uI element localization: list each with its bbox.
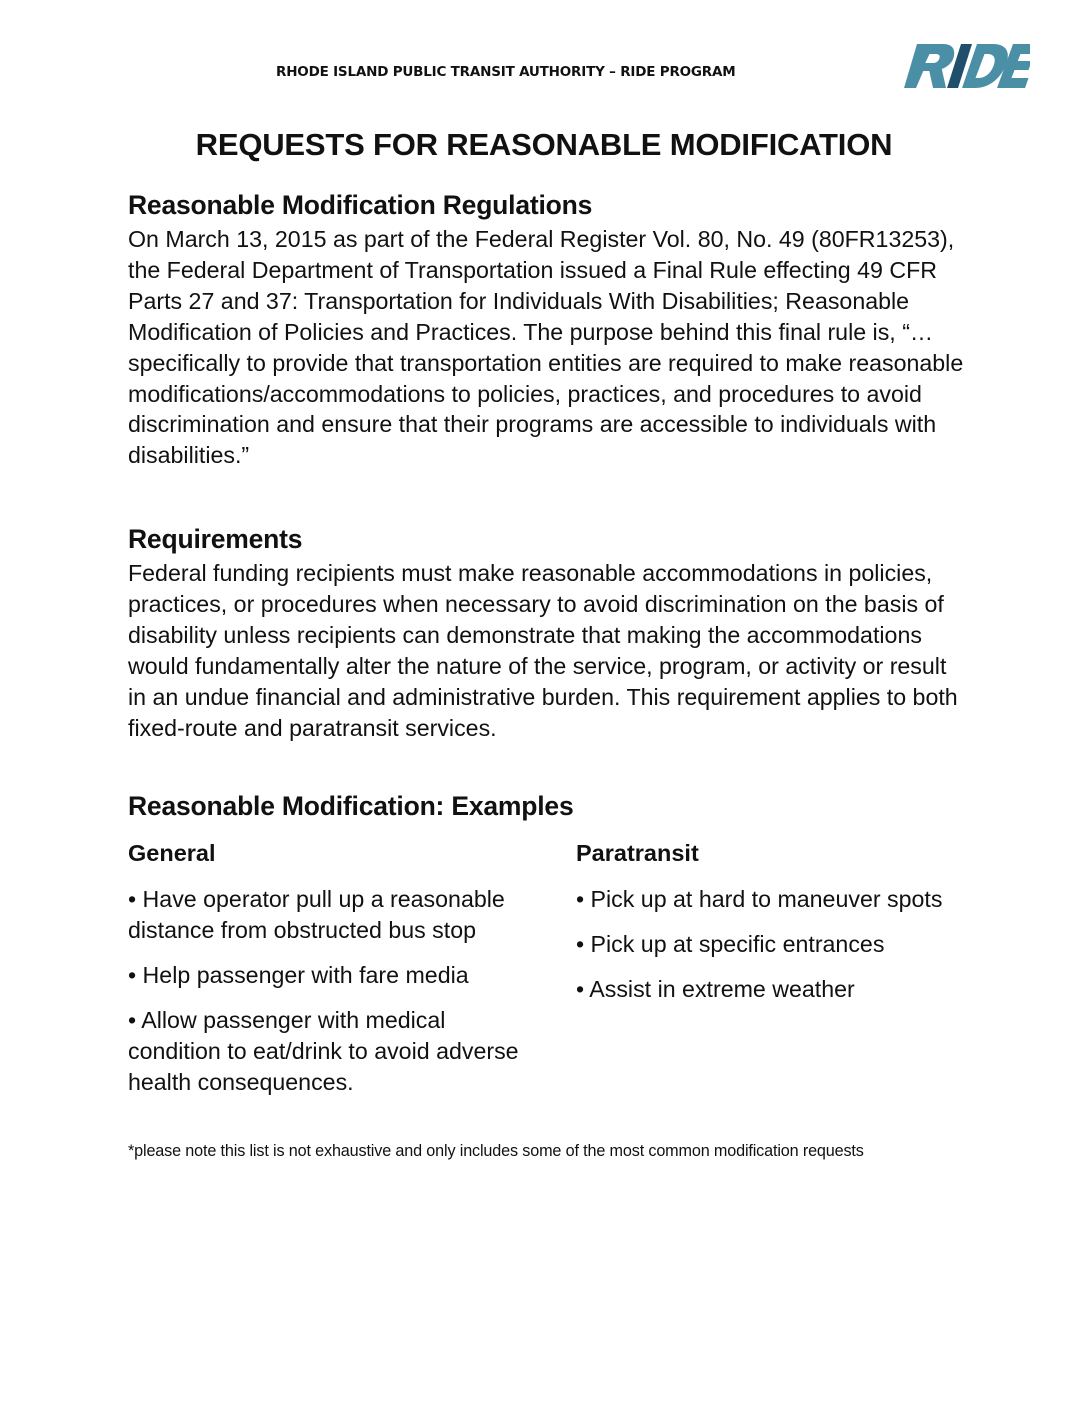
list-item: • Help passenger with fare media <box>128 961 469 988</box>
list-item: • Assist in extreme weather <box>576 975 855 1002</box>
general-column <box>128 838 528 1111</box>
regulations-heading: Reasonable Modification Regulations <box>128 190 593 220</box>
regulations-section <box>128 190 968 471</box>
regulations-body: On March 13, 2015 as part of the Federal Register Vol. 80, No. 49 (80FR13253), the Federal Department of Transportation issued a Final Rule effecting 49 CFR Parts 27 and 37: Transportation for Individuals With Disabilities; Reasonable Modification of Policies and Practices. The purpose behind this final rule is, “…specifically to provide that transportation entities are required to make reasonable modifications/accommodations to policies, practices, and procedures to avoid discrimination and ensure that their programs are accessible to individuals with disabilities.” <box>128 226 964 469</box>
list-item: • Pick up at hard to maneuver spots <box>576 886 943 912</box>
requirements-heading: Requirements <box>128 524 303 554</box>
requirements-section <box>128 524 968 743</box>
footnote: *please note this list is not exhaustive and only includes some of the most common modification requests <box>128 1142 864 1160</box>
document-title: REQUESTS FOR REASONABLE MODIFICATION <box>195 127 893 162</box>
ride-logo <box>900 40 1030 92</box>
requirements-body: Federal funding recipients must make reasonable accommodations in policies, practices, or procedures when necessary to avoid discrimination on the basis of disability unless recipients can demonstrate that making the accommodations would fundamentally alter the nature of the service, program, or activity or result in an undue financial and administrative burden. This requirement applies to both fixed-route and paratransit services. <box>128 560 958 741</box>
examples-section <box>128 791 968 821</box>
examples-heading: Reasonable Modification: Examples <box>128 791 574 821</box>
list-item: • Pick up at specific entrances <box>576 930 885 957</box>
list-item: • Have operator pull up a reasonable distance from obstructed bus stop <box>128 886 505 943</box>
paratransit-column <box>576 838 976 1019</box>
organization-header: RHODE ISLAND PUBLIC TRANSIT AUTHORITY – RIDE PROGRAM <box>276 64 736 80</box>
paratransit-heading: Paratransit <box>576 840 699 866</box>
general-heading: General <box>128 840 216 866</box>
list-item: • Allow passenger with medical condition to eat/drink to avoid adverse health consequences. <box>128 1006 519 1095</box>
